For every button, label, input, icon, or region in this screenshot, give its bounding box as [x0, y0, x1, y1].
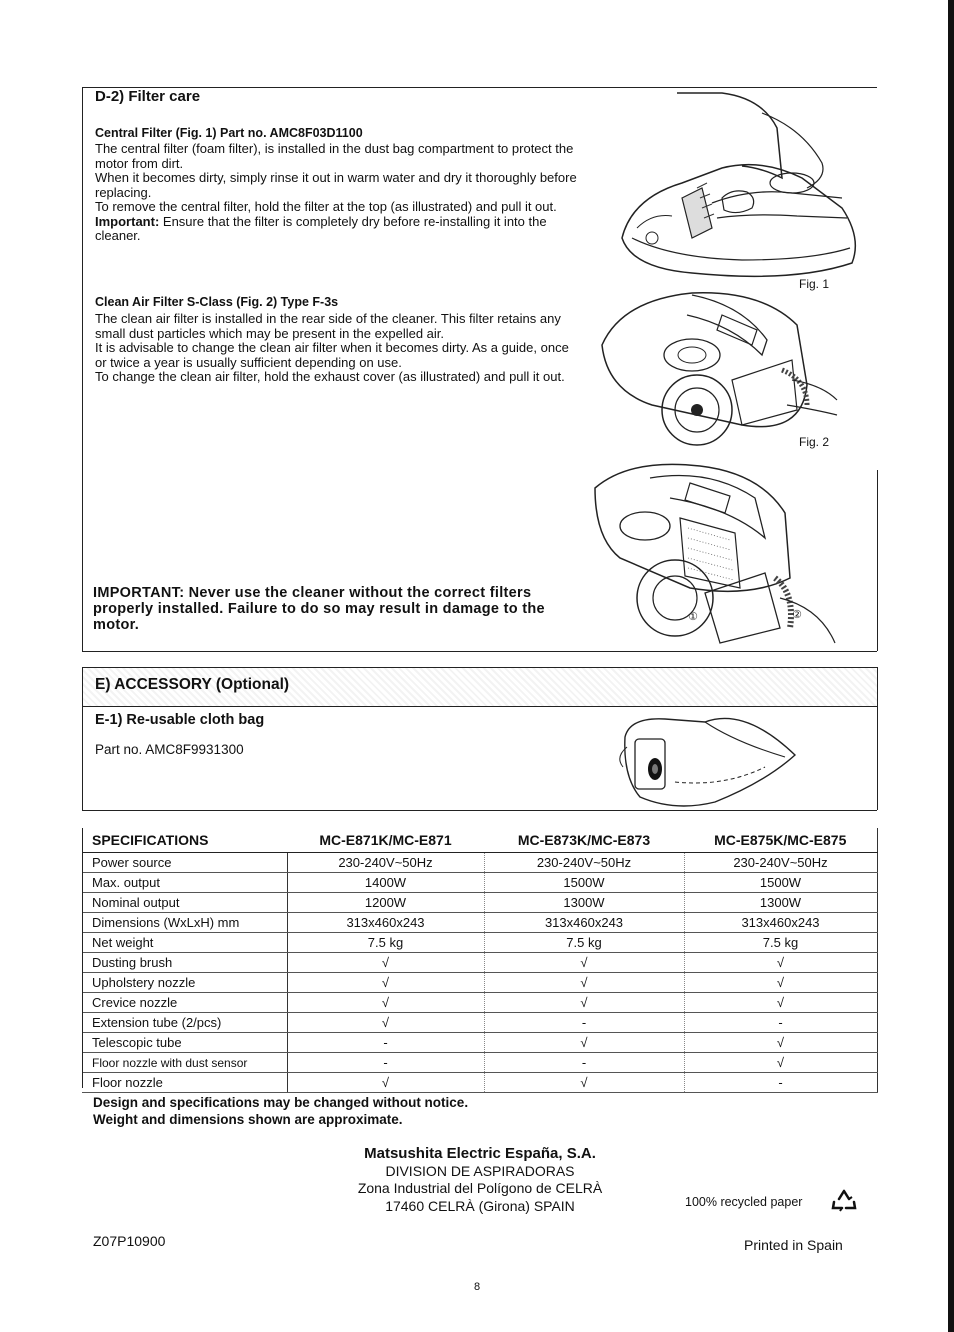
important-text: Ensure that the filter is completely dry before re-installing it into the cleaner.: [95, 213, 547, 243]
table-row: [82, 853, 877, 873]
spec-value: √: [684, 1033, 877, 1053]
clean-air-p2: It is advisable to change the clean air filter when it becomes dirty. As a guide, once or twice a year is usually sufficient depending on use.: [95, 340, 569, 370]
table-row: [82, 973, 877, 993]
important-label: Important:: [95, 213, 160, 229]
document-code: Z07P10900: [93, 1233, 166, 1249]
spec-value: 7.5 kg: [287, 933, 484, 953]
section-left-rule: [82, 87, 83, 651]
page-number: 8: [474, 1281, 481, 1293]
spec-value: 1400W: [287, 873, 484, 893]
spec-value: √: [484, 993, 684, 1013]
table-row: [82, 1053, 877, 1073]
printed-in-spain: Printed in Spain: [744, 1237, 843, 1253]
important-warning: IMPORTANT: Never use the cleaner without the correct filters properly installed. Failure to do so may result in damage to the motor.: [93, 585, 545, 633]
central-filter-p3: To remove the central filter, hold the filter at the top (as illustrated) and pull it out.: [95, 199, 557, 214]
spec-value: 7.5 kg: [684, 933, 877, 953]
spec-value: 1500W: [684, 873, 877, 893]
spec-value: -: [484, 1053, 684, 1073]
table-row: [82, 873, 877, 893]
table-row: [82, 913, 877, 933]
spec-label: Floor nozzle: [82, 1073, 287, 1093]
spec-value: -: [484, 1013, 684, 1033]
spec-value: √: [287, 973, 484, 993]
spec-value: √: [684, 973, 877, 993]
spec-value: 230-240V~50Hz: [684, 853, 877, 873]
spec-label: Dusting brush: [82, 953, 287, 973]
spec-value: 230-240V~50Hz: [484, 853, 684, 873]
clean-air-p1: The clean air filter is installed in the rear side of the cleaner. This filter retains any small dust particles which may be present in the expelled air.: [95, 311, 561, 341]
accessory-top-rule: [82, 667, 877, 668]
filter-removal-illustration: [590, 458, 840, 650]
accessory-left-rule: [82, 667, 83, 810]
spec-value: √: [684, 953, 877, 973]
spec-value: 1200W: [287, 893, 484, 913]
spec-label: Crevice nozzle: [82, 993, 287, 1013]
company-name: Matsushita Electric España, S.A.: [364, 1145, 596, 1162]
spec-value: √: [287, 953, 484, 973]
specs-header: SPECIFICATIONS: [82, 828, 287, 853]
spec-value: 313x460x243: [287, 913, 484, 933]
spec-value: √: [484, 1073, 684, 1093]
spec-value: √: [287, 993, 484, 1013]
spec-value: 7.5 kg: [484, 933, 684, 953]
specs-notice: [93, 1094, 468, 1128]
spec-value: 313x460x243: [684, 913, 877, 933]
specifications-table: [82, 828, 878, 1093]
spec-value: -: [684, 1013, 877, 1033]
section-bottom-rule: [82, 651, 877, 652]
spec-value: -: [287, 1053, 484, 1073]
table-row: [82, 893, 877, 913]
accessory-heading: E) ACCESSORY (Optional): [95, 676, 290, 693]
notice-line-2: Weight and dimensions shown are approximate.: [93, 1112, 403, 1127]
spec-label: Power source: [82, 853, 287, 873]
spec-label: Telescopic tube: [82, 1033, 287, 1053]
spec-value: 1500W: [484, 873, 684, 893]
spec-value: -: [287, 1033, 484, 1053]
company-division: DIVISION DE ASPIRADORAS: [385, 1162, 575, 1179]
spec-value: √: [287, 1073, 484, 1093]
spec-label: Nominal output: [82, 893, 287, 913]
table-row: [82, 1033, 877, 1053]
spec-value: √: [484, 953, 684, 973]
recycled-paper-note: 100% recycled paper: [685, 1195, 803, 1209]
spec-value: 230-240V~50Hz: [287, 853, 484, 873]
table-row: [82, 953, 877, 973]
spec-value: √: [484, 973, 684, 993]
central-filter-p2: When it becomes dirty, simply rinse it out in warm water and dry it thoroughly before replacing.: [95, 170, 577, 200]
spec-value: -: [684, 1073, 877, 1093]
spec-value: 1300W: [684, 893, 877, 913]
cloth-bag-subheading: E-1) Re-usable cloth bag: [95, 712, 265, 728]
company-city: 17460 CELRÀ (Girona) SPAIN: [385, 1197, 575, 1214]
central-filter-p4: [95, 215, 577, 244]
table-row: [82, 1073, 877, 1093]
fig2-illustration: [592, 285, 842, 457]
specs-header-row: [82, 828, 877, 853]
svg-text:①: ①: [688, 610, 698, 623]
spec-value: √: [287, 1013, 484, 1033]
spec-label: Dimensions (WxLxH) mm: [82, 913, 287, 933]
spec-value: √: [684, 1053, 877, 1073]
spec-value: √: [684, 993, 877, 1013]
spec-label: Upholstery nozzle: [82, 973, 287, 993]
cloth-bag-part-number: Part no. AMC8F9931300: [95, 742, 244, 757]
spec-label: Net weight: [82, 933, 287, 953]
spec-value: √: [484, 1033, 684, 1053]
model-e875-header: MC-E875K/MC-E875: [684, 828, 877, 853]
central-filter-p1: The central filter (foam filter), is installed in the dust bag compartment to protect the motor from dirt.: [95, 141, 574, 171]
table-row: [82, 1013, 877, 1033]
cloth-bag-illustration: [615, 707, 805, 812]
clean-air-filter-text: [95, 312, 577, 385]
filter-care-heading: D-2) Filter care: [95, 88, 201, 105]
central-filter-text: [95, 142, 577, 244]
page-edge-bar: [948, 0, 954, 1332]
company-address: [300, 1145, 660, 1215]
accessory-right-rule: [877, 667, 878, 810]
company-street: Zona Industrial del Polígono de CELRÀ: [357, 1180, 603, 1196]
notice-line-1: Design and specifications may be changed without notice.: [93, 1095, 469, 1110]
table-row: [82, 993, 877, 1013]
spec-value: 313x460x243: [484, 913, 684, 933]
spec-label: Extension tube (2/pcs): [82, 1013, 287, 1033]
section-right-rule: [877, 470, 878, 651]
model-e873-header: MC-E873K/MC-E873: [484, 828, 684, 853]
clean-air-p3: To change the clean air filter, hold the exhaust cover (as illustrated) and pull it out.: [95, 369, 565, 384]
fig1-label: Fig. 1: [799, 277, 830, 291]
clean-air-filter-title: Clean Air Filter S-Class (Fig. 2) Type F-3s: [95, 295, 339, 309]
recycle-icon: [830, 1188, 858, 1212]
fig1-illustration: [612, 88, 882, 278]
model-e871-header: MC-E871K/MC-E871: [287, 828, 484, 853]
svg-text:②: ②: [792, 608, 802, 621]
fig2-label: Fig. 2: [799, 435, 830, 449]
table-left-rule: [82, 828, 83, 1088]
spec-value: 1300W: [484, 893, 684, 913]
spec-label: Floor nozzle with dust sensor: [82, 1053, 287, 1073]
table-row: [82, 933, 877, 953]
central-filter-title: Central Filter (Fig. 1) Part no. AMC8F03D1100: [95, 126, 363, 140]
spec-label: Max. output: [82, 873, 287, 893]
